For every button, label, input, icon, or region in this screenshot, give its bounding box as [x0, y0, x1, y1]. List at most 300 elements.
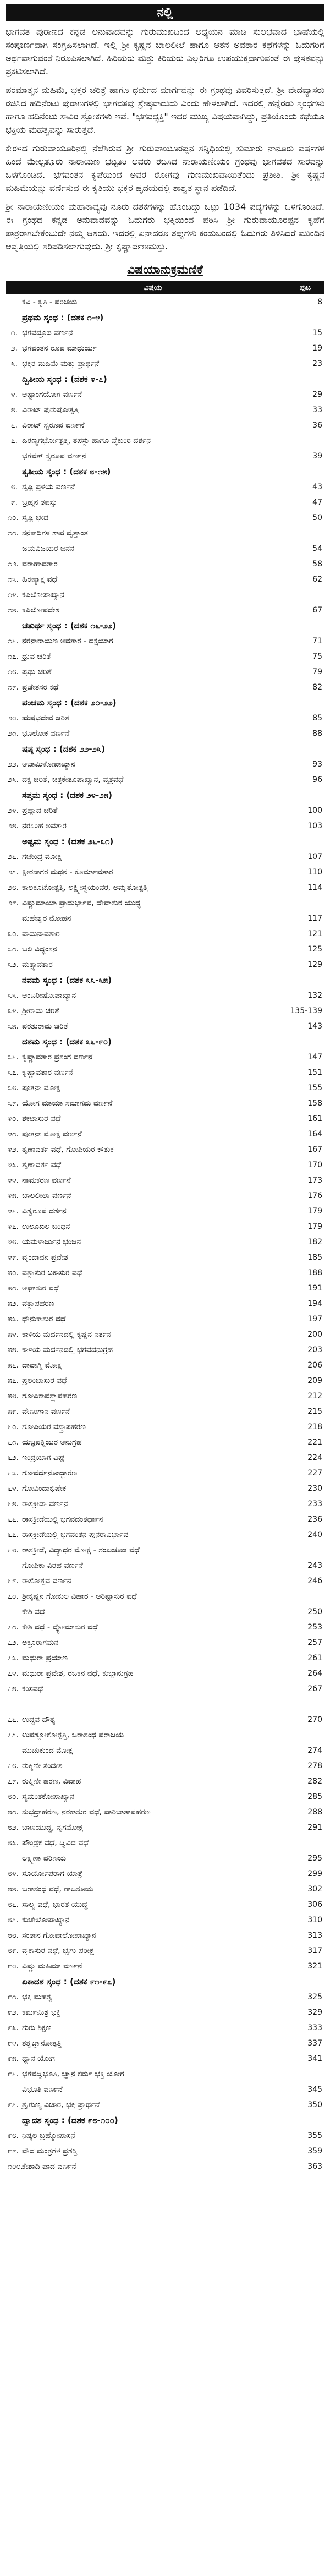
toc-entry-number: ೩೧. [8, 945, 19, 954]
toc-entry-title: ವಿರಾಟ್ ಸ್ವರೂಪ ವರ್ಣನೆ [22, 421, 85, 430]
toc-row [6, 633, 324, 649]
toc-row [6, 2051, 324, 2066]
toc-entry-title: ಪ್ರಲಂಬಾಸುರ ವಧೆ [22, 1376, 67, 1385]
toc-entry-number: ೧೪. [8, 590, 19, 599]
toc-entry-page [286, 1835, 324, 1851]
toc-entry-number: ೫. [10, 406, 18, 414]
toc-entry-title: ನರಸಿಂಹ ಅವತಾರ [22, 822, 67, 830]
toc-entry-number: ೭೮. [8, 1762, 19, 1770]
intro-paragraph: ಶ್ರೀ ನಾರಾಯಣೀಯಂ ಮಹಾಕಾವ್ಯವು ನೂರು ದಶಕಗಳನ್ನು ಹೊಂದಿದ್ದು ಒಟ್ಟು 1034 ಪದ್ಯಗಳನ್ನು ಒಳಗೊಂಡಿದೆ. ಈ ಗ್ರಂಥದ ಕನ್ನಡ ಅನುವಾದವನ್ನು ಓದುಗರು ಭಕ್ತಿಯಿಂದ ಪಠಿಸಿ ಶ್ರೀ ಗುರುವಾಯೂರಪ್ಪನ ಕೃಪೆಗೆ ಪಾತ್ರರಾಗಬೇಕೆಂಬುದೇ ನಮ್ಮ ಆಶಯ. ಇದರಲ್ಲಿ ಏನಾದರೂ ತಪ್ಪುಗಳು ಕಂಡುಬಂದಲ್ಲಿ ಓದುಗರು ತಿಳಿಸಿದರೆ ಮುಂದಿನ ಆವೃತ್ತಿಯಲ್ಲಿ ಸರಿಪಡಿಸಲಾಗುವುದು. ಶ್ರೀ ಕೃಷ್ಣಾರ್ಪಣಮಸ್ತು. [6, 201, 324, 251]
toc-entry-number: ೫೩. [8, 1315, 19, 1323]
toc-entry-number: ೯೩. [8, 2023, 19, 2032]
toc-entry-page: 203 [307, 1346, 322, 1354]
toc-entry-page: 29 [312, 390, 322, 399]
toc-entry-page: 50 [312, 513, 322, 522]
toc-entry-number: ೯೬. [8, 2070, 19, 2079]
toc-row [6, 1419, 324, 1435]
toc-row [6, 1851, 324, 1866]
toc-section-row [6, 371, 324, 387]
toc-entry-page: 23 [312, 359, 322, 368]
toc-entry-title: ಕುಚೇಲೋಪಾಖ್ಯಾನ [22, 1916, 70, 1924]
toc-entry-number: ೪೯. [8, 1253, 19, 1262]
toc-entry-title: ಪ್ರಚೇತಸರ ಕಥೆ [22, 683, 59, 692]
toc-entry-title: ಏಕಾದಶ ಸ್ಕಂಧ : (ದಶಕ ೯೧-೯೭) [22, 1977, 116, 1987]
toc-entry-title: ಪೌಂಡ್ರಕ ವಧೆ, ದ್ವಿವಿದ ವಧೆ [22, 1839, 89, 1847]
toc-entry-number: ೭೩. [8, 1654, 19, 1662]
toc-entry-page: 110 [307, 868, 322, 877]
toc-entry-number [6, 2113, 20, 2128]
toc-entry-title: ದ್ವಾದಶ ಸ್ಕಂಧ : (ದಶಕ ೯೮-೧೦೦) [22, 2115, 118, 2125]
toc-row [6, 1743, 324, 1758]
toc-entry-number [6, 695, 20, 710]
toc-entry-page: 350 [307, 2101, 322, 2109]
toc-entry-title: ಹಿರಣ್ಯಗರ್ಭೋತ್ಪತ್ತಿ, ತಪಸ್ಸು ಹಾಗೂ ವೈಕುಂಠ ದರ್ಶನ [22, 436, 151, 445]
toc-entry-number: ೫೦. [8, 1268, 19, 1277]
toc-entry-number: ೬೭. [8, 1530, 19, 1539]
toc-entry-page: 100 [307, 806, 322, 815]
toc-entry-title: ವಾಮನಾವತಾರ [22, 929, 60, 938]
toc-entry-number: ೫೬. [8, 1361, 19, 1370]
toc-row [6, 1188, 324, 1204]
toc-entry-number: ೨೬. [8, 852, 19, 861]
toc-entry-title: ಅಷ್ಟಮ ಸ್ಕಂಧ : (ದಶಕ ೨೬-೩೧) [22, 836, 114, 846]
toc-entry-number: ೪೩. [8, 1161, 19, 1169]
toc-entry-page: 329 [307, 2008, 322, 2017]
toc-entry-page: 36 [312, 421, 322, 430]
toc-row [6, 2066, 324, 2082]
toc-entry-page: 179 [307, 1207, 322, 1216]
toc-entry-number: ೮೭. [8, 1916, 19, 1924]
toc-row [6, 402, 324, 418]
toc-entry-title: ಸುಭದ್ರಾಹರಣ, ನರಕಾಸುರ ವಧೆ, ಪಾರಿಜಾತಾಪಹರಣ [22, 1808, 151, 1817]
toc-entry-page: 129 [307, 960, 322, 969]
toc-row [6, 495, 324, 510]
toc-row [6, 1959, 324, 1974]
toc-row [6, 942, 324, 957]
toc-entry-title: ನಿಷ್ಕಲ ಬ್ರಹ್ಮೋಪಾಸನೆ [22, 2131, 76, 2140]
toc-entry-title: ಕ್ಷೀರಸಾಗರ ಮಥನ - ಕೂರ್ಮಾವತಾರ [22, 868, 113, 877]
toc-entry-page: 121 [307, 929, 322, 938]
toc-entry-number: ೪೨. [8, 1145, 19, 1154]
toc-entry-number [6, 618, 20, 633]
toc-entry-page: 15 [312, 329, 322, 337]
toc-row [6, 1496, 324, 1512]
toc-entry-title: ಶಕಟಾಸುರ ವಧೆ [22, 1114, 61, 1123]
toc-entry-page [286, 1543, 324, 1558]
toc-entry-number: ೪೬. [8, 1207, 19, 1216]
toc-entry-number: ೮೨. [8, 1823, 19, 1832]
intro-paragraph: ಪರಮಾತ್ಮನ ಮಹಿಮೆ, ಭಕ್ತರ ಚರಿತ್ರೆ ಹಾಗೂ ಧರ್ಮದ ಮಾರ್ಗವನ್ನು ಈ ಗ್ರಂಥವು ವಿವರಿಸುತ್ತದೆ. ಶ್ರೀ ವೇದವ್ಯಾಸರು ರಚಿಸಿದ ಹದಿನೆಂಟು ಪುರಾಣಗಳಲ್ಲಿ ಭಾಗವತವು ಶ್ರೇಷ್ಠವಾದುದು ಎಂದು ಹೇಳಲಾಗಿದೆ. ಇದರಲ್ಲಿ ಹನ್ನೆರಡು ಸ್ಕಂಧಗಳು ಹಾಗೂ ಹದಿನೆಂಟು ಸಾವಿರ ಶ್ಲೋಕಗಳು ಇವೆ. "ಭಗವದ್ಭಕ್ತಿ" ಇದರ ಮುಖ್ಯ ವಿಷಯವಾಗಿದ್ದು, ಪ್ರತಿಯೊಂದು ಕಥೆಯೂ ಭಕ್ತಿಯ ಮಹತ್ವವನ್ನು ಸಾರುತ್ತದೆ. [6, 85, 324, 135]
toc-entry-title: ಬಲಿ ವಿದ್ಧಂಸನ [22, 945, 57, 954]
toc-entry-page: 54 [312, 544, 322, 553]
toc-entry-page: 306 [307, 1900, 322, 1909]
toc-entry-number: ೫೫. [8, 1346, 19, 1354]
toc-entry-title: ಕೇಶಿ ವಧೆ [22, 1607, 45, 1616]
toc-entry-page: 58 [312, 560, 322, 568]
toc-entry-number: ೬೪. [8, 1484, 19, 1493]
toc-entry-title: ಕರ್ಮಮಿಶ್ರ ಭಕ್ತಿ [22, 2008, 61, 2017]
toc-entry-page: 125 [307, 945, 322, 954]
toc-entry-title: ಗೋವರ್ಧನೋದ್ಧಾರಣ [22, 1469, 78, 1478]
toc-row [6, 1142, 324, 1157]
toc-entry-page: 75 [312, 652, 322, 661]
toc-row [6, 2128, 324, 2143]
toc-entry-number: ೯೮. [8, 2131, 19, 2140]
toc-entry-number: ೯೪. [8, 2039, 19, 2048]
toc-row [6, 1126, 324, 1142]
toc-entry-page: 325 [307, 1993, 322, 2001]
toc-entry-number: ೬೬. [8, 1515, 19, 1524]
toc-entry-number: ೪೦. [8, 1114, 19, 1123]
toc-entry-title: ಕೃಷ್ಣಾವತಾರ ಪ್ರಸಂಗ ವರ್ಣನೆ [22, 1053, 93, 1062]
toc-row [6, 849, 324, 865]
toc-entry-title: ನಾಮಕರಣ ವರ್ಣನೆ [22, 1176, 71, 1185]
toc-entry-title: ಶ್ರೀರಾಮ ಚರಿತೆ [22, 1007, 59, 1015]
toc-row [6, 1712, 324, 1727]
toc-entry-number: ೧೬. [8, 637, 19, 646]
toc-row [6, 1388, 324, 1404]
toc-entry-title: ತೃಣಾವರ್ತ ವಧೆ [22, 1161, 62, 1169]
toc-entry-page: 212 [307, 1392, 322, 1401]
toc-entry-number: ೭೧. [8, 1623, 19, 1632]
toc-entry-number: ೩೦. [8, 929, 19, 938]
toc-row [6, 1758, 324, 1774]
toc-row [6, 1157, 324, 1173]
toc-row [6, 1635, 324, 1650]
toc-entry-page: 282 [307, 1777, 322, 1786]
toc-entry-page: 43 [312, 483, 322, 491]
toc-row [6, 1650, 324, 1666]
toc-entry-number: ೮೦. [8, 1792, 19, 1801]
toc-entry-number: ೭೪. [8, 1669, 19, 1678]
toc-entry-number: ೬೨. [8, 1453, 19, 1462]
toc-entry-title: ಕಾಳಿಯ ಮರ್ದನದಲ್ಲಿ ಕೃಷ್ಣನ ನರ್ತನ [22, 1330, 111, 1339]
toc-entry-title: ಹಿರಣ್ಯಾಕ್ಷ ವಧೆ [22, 575, 58, 584]
toc-entry-title: ನರನಾರಾಯಣ ಅವತಾರ - ದಕ್ಷಯಾಗ [22, 637, 113, 646]
toc-row [6, 818, 324, 834]
toc-entry-title: ಅಕ್ರೂರಾಗಮನ [22, 1638, 59, 1647]
toc-entry-number: ೬೮. [8, 1546, 19, 1555]
toc-entry-page: 62 [312, 575, 322, 584]
toc-entry-title: ವರಾಹಾವತಾರ [22, 560, 58, 568]
toc-row [6, 1435, 324, 1450]
toc-entry-title: ಭಕ್ತರ ಮಹಿಮೆ ಮತ್ತು ಪ್ರಾರ್ಥನೆ [22, 359, 100, 368]
toc-entry-title: ಅಘಾಸುರ ವಧೆ [22, 1284, 59, 1293]
toc-entry-number: ೧೯. [8, 683, 19, 692]
toc-row [6, 1296, 324, 1311]
toc-entry-title: ರಾಸಕ್ರೀಡೆಯಲ್ಲಿ ಭಗವದಂತರ್ಧಾನ [22, 1515, 103, 1524]
toc-entry-title [20, 1697, 286, 1712]
toc-entry-page: 182 [307, 1238, 322, 1246]
toc-entry-title: ಗೋಪಿಯರ ವಸ್ತ್ರಾಪಹರಣ [22, 1423, 86, 1431]
toc-entry-title: ಭಗವತ್ ಸ್ವರೂಪ ವರ್ಣನೆ [22, 452, 86, 461]
toc-body [6, 294, 324, 2174]
toc-entry-number: ೨೭. [8, 868, 19, 877]
toc-entry-number: ೧೦೦. [8, 2162, 23, 2171]
toc-row [6, 988, 324, 1003]
toc-entry-title: ಸೃಷ್ಟಿ ಭೇದ [22, 513, 49, 522]
toc-entry-title: ಗೋಪಿಕಾ ವಿರಹ ವರ್ಣನೆ [22, 1561, 83, 1570]
toc-entry-page: 200 [307, 1330, 322, 1339]
toc-row [6, 1527, 324, 1543]
toc-entry-number: ೪೭. [8, 1222, 19, 1231]
toc-section-row [6, 1034, 324, 1049]
toc-row [6, 1481, 324, 1496]
toc-entry-page: 179 [307, 1222, 322, 1231]
toc-entry-title: ಪ್ರಥಮ ಸ್ಕಂಧ : (ದಶಕ ೧-೪) [22, 313, 104, 322]
toc-row [6, 1450, 324, 1465]
toc-entry-page: 96 [312, 775, 322, 784]
toc-entry-number: ೫೮. [8, 1392, 19, 1401]
toc-entry-title: ರಾಸೋತ್ಸವ ವರ್ಣನೆ [22, 1577, 72, 1585]
toc-entry-title: ಯೋಗ ಮಾಯಾ ಸಮಾಗಮ ವರ್ಣನೆ [22, 1099, 113, 1108]
toc-row [6, 2036, 324, 2051]
toc-entry-number: ೭. [10, 436, 18, 445]
toc-row [6, 1558, 324, 1573]
toc-row [6, 603, 324, 618]
toc-entry-number [6, 464, 20, 479]
toc-header-subject: ವಿಷಯ [20, 281, 286, 294]
toc-row [6, 710, 324, 726]
toc-entry-number: ೬೦. [8, 1423, 19, 1431]
toc-row [6, 1820, 324, 1835]
toc-entry-page: 19 [312, 344, 322, 353]
toc-entry-number: ೪. [10, 390, 18, 399]
toc-entry-title: ಕಂಸವಧೆ [22, 1684, 43, 1693]
toc-entry-page: 302 [307, 1885, 322, 1894]
toc-entry-title: ಪಂಚಮ ಸ್ಕಂಧ : (ದಶಕ ೨೦-೨೨) [22, 698, 117, 708]
toc-entry-number: ೮೮. [8, 1931, 19, 1940]
toc-row [6, 433, 324, 449]
toc-row [6, 926, 324, 942]
toc-row [6, 880, 324, 895]
toc-row [6, 2082, 324, 2097]
toc-entry-title: ವಿಭೂತಿ ವರ್ಣನೆ [22, 2085, 63, 2094]
toc-row [6, 510, 324, 526]
toc-entry-number: ೭೦. [8, 1592, 19, 1601]
toc-entry-page: 164 [307, 1130, 322, 1139]
toc-entry-title: ಸಾಲ್ವ ವಧೆ, ಭಾರತ ಯುದ್ಧ [22, 1900, 88, 1909]
toc-entry-title: ಗೋಪಿಕಾವಸ್ತ್ರಾಪಹರಣ [22, 1392, 78, 1401]
toc-entry-number: ೩೮. [8, 1084, 19, 1092]
toc-entry-page: 218 [307, 1423, 322, 1431]
toc-entry-title: ಧೇನುಕಾಸುರ ವಧೆ [22, 1315, 66, 1323]
toc-row [6, 1003, 324, 1019]
toc-entry-page: 221 [307, 1438, 322, 1447]
toc-entry-page [286, 2113, 324, 2128]
toc-section-row [6, 618, 324, 633]
toc-row [6, 2005, 324, 2020]
toc-entry-number: ೬೩. [8, 1469, 19, 1478]
toc-entry-number: ೧೭. [8, 652, 19, 661]
toc-entry-title: ಗೋವಿಂದಾಭಿಷೇಕ [22, 1484, 67, 1493]
toc-row [6, 1281, 324, 1296]
toc-row [6, 1804, 324, 1820]
toc-entry-page: 161 [307, 1114, 322, 1123]
toc-entry-number: ೨೫. [8, 822, 19, 830]
toc-section-row [6, 1974, 324, 1989]
toc-entry-number: ೫೨. [8, 1299, 19, 1308]
toc-row [6, 1789, 324, 1804]
toc-entry-page: 173 [307, 1176, 322, 1185]
toc-entry-page: 288 [307, 1808, 322, 1817]
toc-entry-title: ಕೃಷ್ಣಾವತಾರ ವರ್ಣನೆ [22, 1068, 73, 1077]
toc-row [6, 1049, 324, 1065]
toc-section-row [6, 464, 324, 479]
toc-entry-page [286, 587, 324, 603]
toc-entry-title: ವಿಶ್ವರೂಪ ದರ್ಶನ [22, 1207, 67, 1216]
toc-entry-number: ೨೧. [8, 729, 19, 738]
toc-entry-title: ರಾಸಕ್ರೀಡಾ ವರ್ಣನೆ [22, 1500, 68, 1508]
toc-entry-title: ಧ್ರುವ ಚರಿತೆ [22, 652, 51, 661]
toc-row [6, 1311, 324, 1327]
toc-entry-number: ೬೫. [8, 1500, 19, 1508]
toc-entry-number: ೯. [10, 498, 18, 507]
toc-entry-page: 224 [307, 1453, 322, 1462]
toc-row [6, 865, 324, 880]
toc-entry-page: 188 [307, 1268, 322, 1277]
toc-row [6, 1404, 324, 1419]
toc-entry-number: ೯೦. [8, 1962, 19, 1971]
toc-entry-number: ೩೨. [8, 960, 19, 969]
toc-entry-page [286, 895, 324, 911]
toc-entry-page: 313 [307, 1931, 322, 1940]
toc-row [6, 1697, 324, 1712]
toc-row [6, 1512, 324, 1527]
toc-entry-title: ವತ್ಸಾಪಹರಣ [22, 1299, 54, 1308]
toc-entry-title: ವೇಣುಗಾನ ವರ್ಣನೆ [22, 1407, 70, 1416]
toc-row [6, 726, 324, 741]
toc-entry-page: 155 [307, 1084, 322, 1092]
toc-entry-title: ಚತುರ್ಥ ಸ್ಕಂಧ : (ದಶಕ ೧೬-೨೨) [22, 621, 117, 631]
toc-table [6, 281, 324, 2174]
toc-entry-number: ೭೭. [8, 1731, 19, 1740]
toc-entry-page [286, 526, 324, 541]
toc-entry-number: ೨೪. [8, 806, 19, 815]
toc-entry-number: ೯೫. [8, 2054, 19, 2063]
toc-entry-page: 103 [307, 822, 322, 830]
toc-row [6, 1774, 324, 1789]
toc-entry-title: ವಿಷ್ಣುಮಾಯಾ ಪ್ರಾದುರ್ಭಾವ, ದೇವಾಸುರ ಯುದ್ಧ [22, 899, 141, 907]
toc-entry-title: ಕೇಶಿ ವಧೆ - ವ್ಯೋಮಾಸುರ ವಧೆ [22, 1623, 98, 1632]
toc-entry-page [286, 834, 324, 849]
toc-entry-page: 206 [307, 1361, 322, 1370]
toc-row [6, 1604, 324, 1620]
toc-entry-title: ಅಷ್ಟಾಂಗಯೋಗ ವರ್ಣನೆ [22, 390, 82, 399]
toc-entry-page: 345 [307, 2085, 322, 2094]
toc-row [6, 1111, 324, 1126]
toc-entry-number [6, 1604, 20, 1620]
toc-entry-title: ದಾವಾಗ್ನಿ ಮೋಕ್ಷ [22, 1361, 62, 1370]
toc-entry-title: ಜಯವಿಜಯರ ಜನನ [22, 544, 74, 553]
toc-entry-page: 209 [307, 1376, 322, 1385]
toc-entry-title: ವೃಂದಾವನ ಪ್ರವೇಶ [22, 1253, 68, 1262]
toc-entry-title: ಶ್ರೀಕೃಷ್ಣನ ಗೋಕುಲ ವಿಹಾರ - ಅರಿಷ್ಟಾಸುರ ವಧೆ [22, 1592, 137, 1601]
toc-entry-number [6, 1697, 20, 1712]
toc-row [6, 294, 324, 310]
toc-entry-title: ಬಾಲಲೀಲಾ ವರ್ಣನೆ [22, 1191, 72, 1200]
toc-entry-page: 167 [307, 1145, 322, 1154]
toc-entry-title: ವಿಷ್ಣು ಮಹಿಮಾ ವರ್ಣನೆ [22, 1962, 82, 1971]
toc-entry-number [6, 1558, 20, 1573]
toc-entry-page [286, 741, 324, 757]
intro-section [6, 25, 324, 253]
toc-entry-page: 291 [307, 1823, 322, 1832]
toc-header-no [6, 281, 20, 294]
toc-entry-title: ಬ್ರಹ್ಮನ ತಪಸ್ಸು [22, 498, 57, 507]
toc-row [6, 1666, 324, 1681]
toc-entry-number: ೯೨. [8, 2008, 19, 2017]
toc-entry-number: ೧. [10, 329, 18, 337]
toc-entry-number: ೬೧. [8, 1438, 19, 1447]
toc-entry-number: ೨೩. [8, 775, 19, 784]
toc-entry-number: ೨೯. [8, 899, 19, 907]
toc-entry-page: 47 [312, 498, 322, 507]
toc-entry-page: 39 [312, 452, 322, 461]
toc-entry-title: ಕಾಳಿಯ ಮರ್ದನದಲ್ಲಿ ಭಗವದನುಗ್ರಹ [22, 1346, 113, 1354]
toc-entry-page [286, 464, 324, 479]
toc-entry-title: ಸೃಷ್ಟಿ ಪ್ರಳಯ ವರ್ಣನೆ [22, 483, 75, 491]
toc-entry-number [6, 1974, 20, 1989]
toc-entry-number: ೮೬. [8, 1900, 19, 1909]
toc-entry-number [6, 1851, 20, 1866]
toc-row [6, 1065, 324, 1080]
toc-entry-title: ಮತ್ಸ್ಯಾವತಾರ [22, 960, 53, 969]
toc-entry-page: 337 [307, 2039, 322, 2048]
toc-entry-number [6, 294, 20, 310]
toc-entry-title: ಅಂಬರೀಷೋಪಾಖ್ಯಾನ [22, 991, 76, 1000]
toc-entry-number: ೩೫. [8, 1022, 19, 1031]
toc-entry-title: ತೃಣಾವರ್ತ ವಧೆ, ಗೋಪಿಯರ ಕೌತುಕ [22, 1145, 114, 1154]
toc-entry-page: 8 [317, 298, 322, 307]
toc-entry-title: ಸೂರ್ಯೋಪರಾಗ ಯಾತ್ರೆ [22, 1869, 82, 1878]
toc-row [6, 418, 324, 433]
toc-entry-number: ೩೩. [8, 991, 19, 1000]
toc-entry-title: ಕವಿ - ಕೃತಿ - ಪರಿಚಯ [22, 298, 78, 307]
intro-paragraph: ಭಾಗವತ ಪುರಾಣದ ಕನ್ನಡ ಅನುವಾದವನ್ನು ಗುರುಮುಖದಿಂದ ಅಧ್ಯಯನ ಮಾಡಿ ಸುಲಭವಾದ ಭಾಷೆಯಲ್ಲಿ ಸಂಪೂರ್ಣವಾಗಿ ಸಂಗ್ರಹಿಸಲಾಗಿದೆ. ಇಲ್ಲಿ ಶ್ರೀ ಕೃಷ್ಣನ ಬಾಲಲೀಲೆ ಹಾಗೂ ಆತನ ಅವತಾರ ಕಥೆಗಳನ್ನು ಓದುಗರಿಗೆ ಅರ್ಥವಾಗುವಂತೆ ನಿರೂಪಿಸಲಾಗಿದೆ. ಹಿರಿಯರು ಮತ್ತು ಕಿರಿಯರು ಎಲ್ಲರಿಗೂ ಉಪಯುಕ್ತವಾಗುವಂತೆ ಈ ಪುಸ್ತಕವನ್ನು ಪ್ರಕಟಿಸಲಾಗಿದೆ. [6, 26, 324, 76]
toc-entry-number: ೬. [10, 421, 18, 430]
toc-entry-number: ೧೮. [8, 668, 19, 676]
toc-entry-page: 215 [307, 1407, 322, 1416]
toc-entry-title: ತತ್ವಜ್ಞಾನೋತ್ಪತ್ತಿ [22, 2039, 62, 2048]
toc-entry-title: ಭಗವದ್ರೂಪ ವರ್ಣನೆ [22, 329, 73, 337]
toc-entry-title: ಲಕ್ಷ್ಮಣಾ ಪರಿಣಯ [22, 1854, 67, 1863]
toc-entry-number [6, 834, 20, 849]
toc-entry-number: ೧೨. [8, 560, 19, 568]
toc-entry-page [286, 972, 324, 988]
toc-row [6, 1373, 324, 1388]
toc-entry-page: 299 [307, 1869, 322, 1878]
toc-row [6, 1620, 324, 1635]
toc-entry-title: ಪೂತನಾ ಮೋಕ್ಷ [22, 1084, 61, 1092]
toc-entry-number: ೮೯. [8, 1946, 19, 1955]
toc-entry-title: ನವಮ ಸ್ಕಂಧ : (ದಶಕ ೩೩-೩೫) [22, 975, 112, 985]
toc-row [6, 325, 324, 341]
toc-entry-number: ೩೬. [8, 1053, 19, 1062]
toc-row [6, 1573, 324, 1589]
toc-entry-page: 317 [307, 1946, 322, 1955]
toc-entry-page: 191 [307, 1284, 322, 1293]
toc-entry-title: ಸಂತಾನ ಗೋಪಾಲೋಪಾಖ್ಯಾನ [22, 1931, 96, 1940]
toc-entry-page: 363 [307, 2162, 322, 2171]
toc-entry-title: ಪೃಥು ಚರಿತೆ [22, 668, 52, 676]
toc-section-row [6, 972, 324, 988]
toc-entry-title: ಸ್ಯಮಂತಕೋಪಾಖ್ಯಾನ [22, 1792, 74, 1801]
toc-row [6, 587, 324, 603]
toc-entry-page [286, 618, 324, 633]
toc-entry-number [6, 1743, 20, 1758]
toc-entry-number [6, 2082, 20, 2097]
